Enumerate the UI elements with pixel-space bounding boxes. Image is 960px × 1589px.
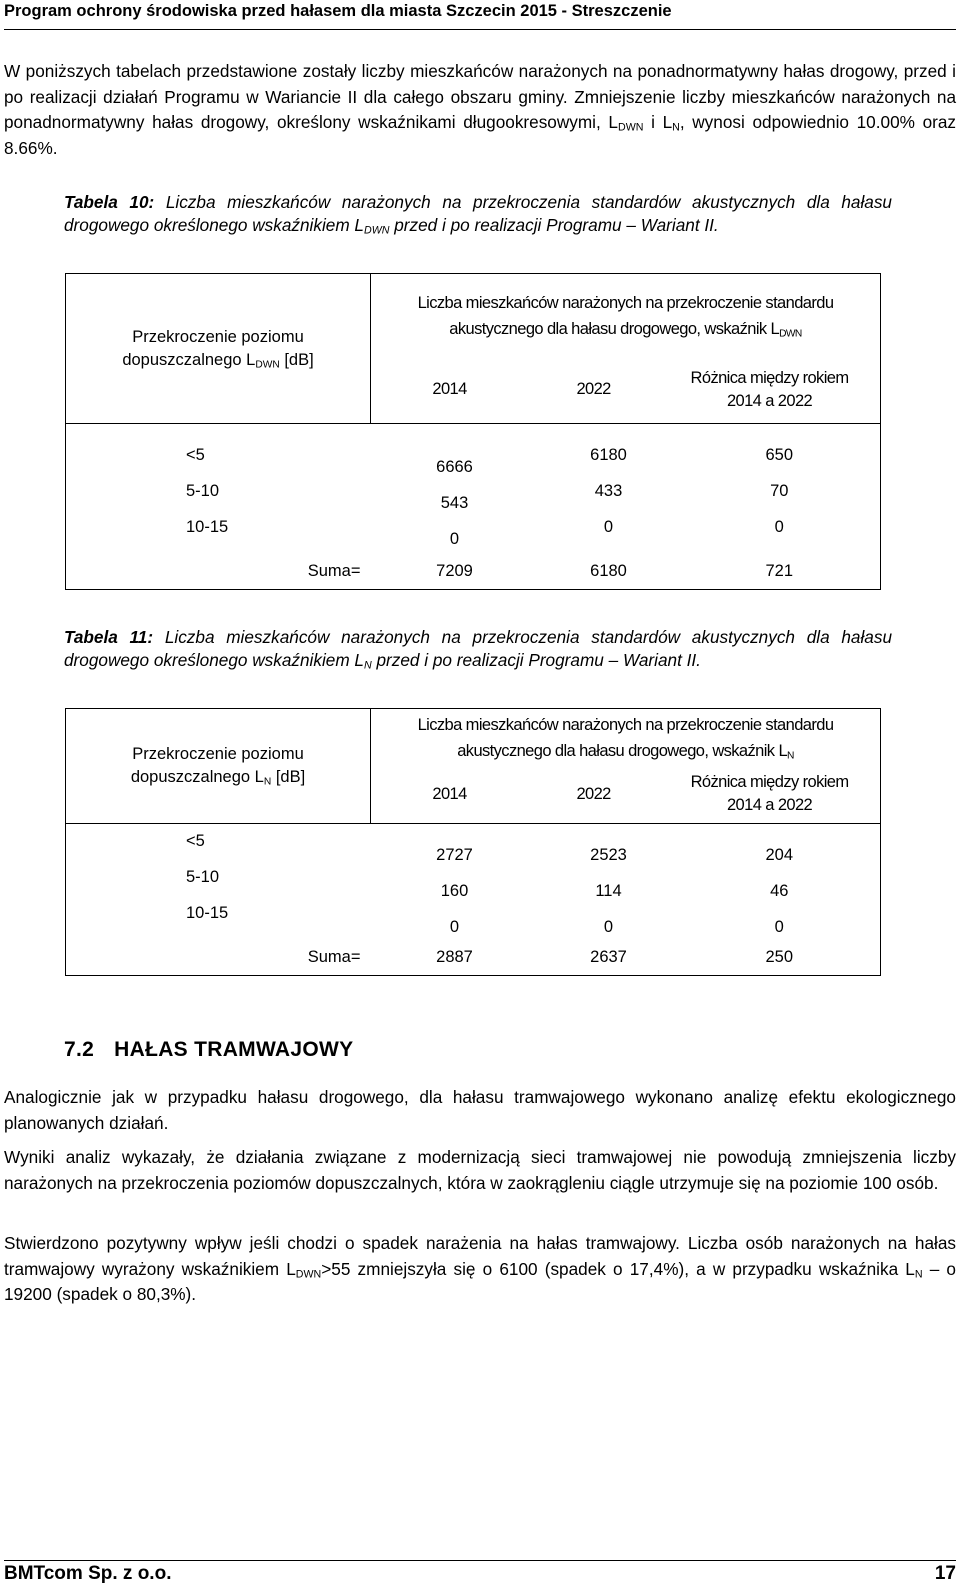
cell-2014: 543 xyxy=(440,494,469,512)
page-footer xyxy=(4,1563,956,1585)
cell-2022: 2523 xyxy=(590,846,627,864)
row-range: 10-15 xyxy=(66,904,371,940)
page-header xyxy=(4,0,956,30)
intro-paragraph: W poniższych tabelach przedstawione zostały liczby mieszkańców narażonych na ponadnormatywny hałas drogowy, przed i po realizacji działań Programu w Wariancie II dla całego obszaru gminy. Zmniejszenie liczby mieszkańców narażonych na ponadnormatywny hałas drogowy, określony wskaźnikami długookresowymi, $L_{DWN}$ i $L_N$, wynosi odpowiednio 10.00% oraz 8.66%. xyxy=(4,61,956,158)
cell-diff: 0 xyxy=(679,904,881,940)
footer-rule xyxy=(4,1560,956,1561)
cell-2014: 6666 xyxy=(436,458,473,476)
page-number: 17 xyxy=(934,1563,956,1584)
header-title: Program ochrony środowiska przed hałasem dla miasta Szczecin 2015 - Streszczenie xyxy=(4,2,672,20)
cell-diff: 46 xyxy=(679,868,881,904)
row-range: 5-10 xyxy=(66,482,371,518)
sum-label: Suma= xyxy=(66,940,371,976)
cell-diff: 204 xyxy=(679,832,881,868)
table10 xyxy=(65,273,881,590)
table11-right-header xyxy=(371,709,881,824)
cell-2022: 114 xyxy=(595,882,622,900)
sum-2014: 7209 xyxy=(371,554,539,590)
table11-caption: Tabela 11: Liczba mieszkańców narażonych na przekroczenia standardów akustycznych dla hałasu drogowego określonego wskaźnikiem $L_N$ przed i po realizacji Programu – Wariant II. xyxy=(64,627,893,672)
section-number: 7.2 xyxy=(64,1038,95,1061)
table11-col-2014: 2014 xyxy=(432,784,467,803)
table11-left-header: Przekroczenie poziomu dopuszczalnego $L_N$ [dB] xyxy=(66,709,371,824)
cell-2022: 6180 xyxy=(590,445,627,464)
table10-left-header: Przekroczenie poziomu dopuszczalnego $L_{DWN}$ [dB] xyxy=(66,274,371,424)
table-row xyxy=(66,832,881,868)
table-row-sum xyxy=(66,940,881,976)
row-range: <5 xyxy=(66,446,371,482)
cell-diff: 650 xyxy=(679,446,881,482)
table11-col-diff: Różnica między rokiem 2014 a 2022 xyxy=(690,773,849,814)
cell-2014: 160 xyxy=(440,882,469,900)
table-row xyxy=(66,446,881,482)
section-heading xyxy=(64,1038,353,1062)
sum-diff: 250 xyxy=(679,940,881,976)
table11 xyxy=(65,708,881,976)
table-row-sum xyxy=(66,554,881,590)
row-range: 10-15 xyxy=(66,518,371,554)
sum-2022: 2637 xyxy=(539,940,679,976)
table10-right-header xyxy=(371,274,881,424)
cell-2014: 2727 xyxy=(436,846,473,864)
cell-diff: 70 xyxy=(679,482,881,518)
cell-2022: 0 xyxy=(603,517,614,536)
section-paragraph-2: Wyniki analiz wykazały, że działania związane z modernizacją sieci tramwajowej nie powodują zmniejszenia liczby narażonych na przekroczenia poziomów dopuszczalnych, która w zaokrągleniu ciągle utrzymuje się na poziomie 100 osób. xyxy=(4,1147,956,1193)
sum-label: Suma= xyxy=(66,554,371,590)
cell-diff: 0 xyxy=(679,518,881,554)
table-row xyxy=(66,868,881,904)
table10-col-2014: 2014 xyxy=(432,380,467,398)
cell-2022: 0 xyxy=(603,918,614,936)
sum-2014: 2887 xyxy=(371,940,539,976)
table10-col-diff: Różnica między rokiem 2014 a 2022 xyxy=(690,368,849,410)
table10-caption: Tabela 10: Liczba mieszkańców narażonych na przekroczenia standardów akustycznych dla hałasu drogowego określonego wskaźnikiem $L_{DWN}$ przed i po realizacji Programu – Wariant II. xyxy=(64,192,892,237)
footer-company: BMTcom Sp. z o.o. xyxy=(4,1563,172,1584)
section-paragraph-3: Stwierdzono pozytywny wpływ jeśli chodzi o spadek narażenia na hałas tramwajowy. Liczba osób narażonych na hałas tramwajowy wyrażony wskaźnikiem $L_{DWN}>55$ zmniejszyła się o 6100 (spadek o 17,4%), a w przypadku wskaźnika $L_N$ – o 19200 (spadek o 80,3%). xyxy=(4,1233,956,1304)
cell-2014: 0 xyxy=(449,530,460,548)
header-rule xyxy=(4,29,956,30)
section-title: HAŁAS TRAMWAJOWY xyxy=(114,1038,354,1061)
table-row xyxy=(66,482,881,518)
table10-main-header: Liczba mieszkańców narażonych na przekroczenie standardu akustycznego dla hałasu drogowego, wskaźnik $L_{DWN}$ xyxy=(417,293,834,340)
row-range: <5 xyxy=(66,832,371,868)
row-range: 5-10 xyxy=(66,868,371,904)
table11-col-2022: 2022 xyxy=(576,784,611,803)
sum-diff: 721 xyxy=(679,554,881,590)
sum-2022: 6180 xyxy=(539,554,679,590)
section-paragraph-1: Analogicznie jak w przypadku hałasu drogowego, dla hałasu tramwajowego wykonano analizę efektu ekologicznego planowanych działań. xyxy=(4,1087,956,1133)
table10-col-2022: 2022 xyxy=(576,380,611,398)
table-row xyxy=(66,904,881,940)
cell-2014: 0 xyxy=(449,918,460,936)
cell-2022: 433 xyxy=(594,481,623,500)
table11-main-header: Liczba mieszkańców narażonych na przekroczenie standardu akustycznego dla hałasu drogowego, wskaźnik $L_N$ xyxy=(417,715,834,762)
table-row xyxy=(66,518,881,554)
